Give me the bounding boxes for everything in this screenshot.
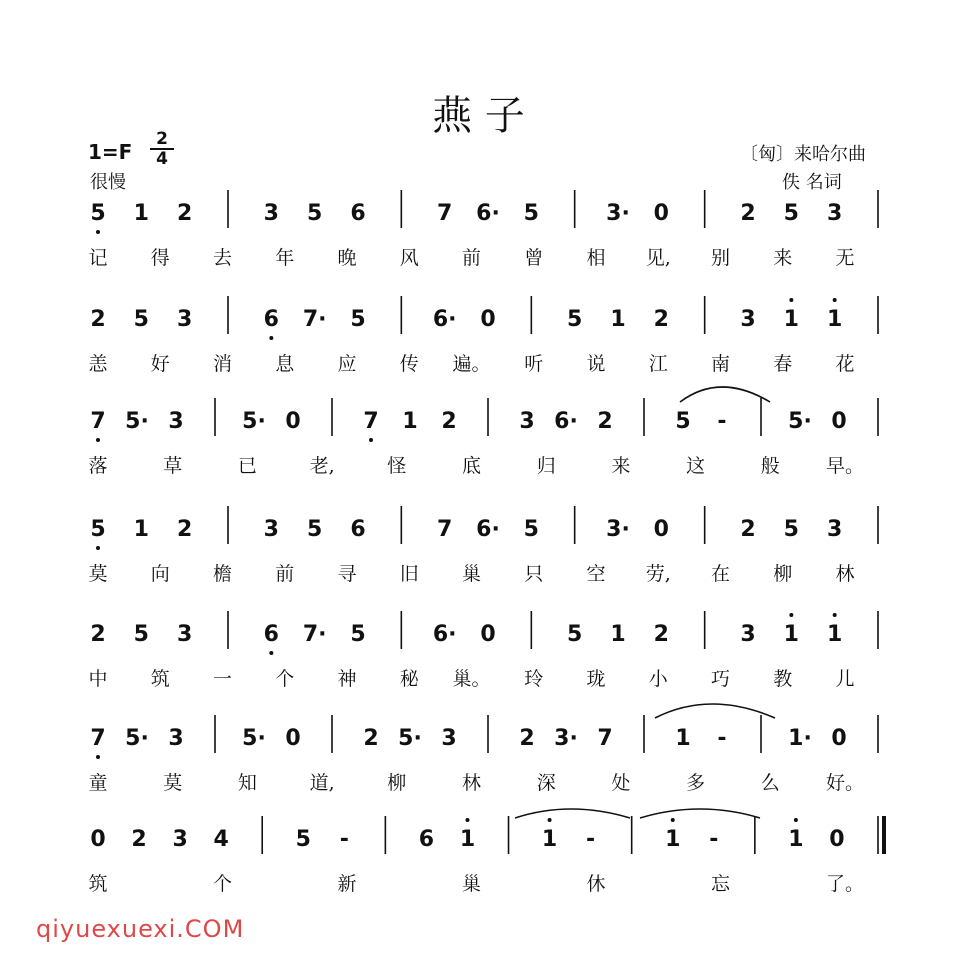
note: 7 (90, 726, 106, 751)
lyric-char: 知 (237, 772, 257, 794)
high-octave-dot (789, 298, 793, 302)
lyric-char: 南 (710, 353, 731, 375)
note: 2 (363, 726, 379, 751)
note: 7 (437, 201, 453, 226)
lyric-char: 消 (212, 353, 233, 375)
note: 1 (783, 622, 799, 647)
note: 2 (653, 307, 669, 332)
note: 3 (168, 409, 184, 434)
note: 2 (597, 409, 613, 434)
lyric-char: 道, (309, 772, 335, 794)
lyric-char: 儿 (835, 668, 855, 690)
note: 5 (523, 201, 539, 226)
note: 6 (263, 622, 279, 647)
lyric-char: 中 (88, 668, 108, 690)
note: 1· (788, 726, 812, 751)
lyric-char: 莫 (88, 563, 108, 585)
note: 5· (242, 409, 266, 434)
note: 1 (610, 622, 626, 647)
note: 0 (653, 517, 669, 542)
note: 1 (827, 622, 843, 647)
high-octave-dot (794, 818, 798, 822)
note: 2 (740, 517, 756, 542)
lyric-char: 林 (835, 563, 855, 585)
lyric-char: 林 (461, 772, 482, 794)
lyric-char: 遍。 (452, 353, 491, 375)
lyric-char: 归 (536, 455, 556, 477)
lyric-char: 落 (88, 455, 108, 477)
lyric-char: 记 (88, 247, 108, 269)
note: 3· (606, 201, 630, 226)
note: 7 (363, 409, 379, 434)
note: 1 (783, 307, 799, 332)
note: 2 (740, 201, 756, 226)
high-octave-dot (789, 613, 793, 617)
note: 1 (788, 827, 804, 852)
lyric-char: 个 (275, 668, 295, 690)
note: 5· (125, 409, 149, 434)
lyric-char: 向 (150, 563, 170, 585)
lyric-char: 休 (586, 873, 606, 895)
slur (640, 809, 760, 818)
note: 0 (480, 622, 496, 647)
note: 5 (350, 307, 366, 332)
note: 0 (285, 726, 301, 751)
note: 5 (307, 517, 323, 542)
note: 0 (90, 827, 106, 852)
note: 6· (476, 201, 500, 226)
high-octave-dot (833, 613, 837, 617)
lyric-char: 忘 (710, 873, 731, 895)
lyric-char: 春 (773, 353, 793, 375)
lyric-char: 深 (536, 772, 556, 794)
note: 2 (177, 517, 193, 542)
note: - (717, 726, 727, 751)
note: 3 (827, 201, 843, 226)
note: 5 (523, 517, 539, 542)
lyric-char: 筑 (150, 668, 170, 690)
lyric-char: 巧 (710, 668, 731, 690)
note: 3 (172, 827, 188, 852)
note: 5 (133, 622, 149, 647)
note: 2 (177, 201, 193, 226)
note: 7· (302, 307, 327, 332)
note: 6· (432, 307, 457, 332)
note: 3 (263, 517, 279, 542)
lyric-char: 珑 (586, 668, 606, 690)
lyric-char: 新 (337, 873, 357, 895)
note: 6 (418, 827, 435, 852)
time-signature-top: 2 (156, 129, 168, 149)
lyric-char: 巢 (461, 563, 482, 585)
lyric-char: 寻 (337, 563, 357, 585)
lyric-char: 空 (586, 563, 606, 585)
note: 5· (125, 726, 149, 751)
lyric-char: 这 (686, 455, 706, 477)
site-watermark: qiyuexuexi.COM (36, 915, 245, 943)
low-octave-dot (96, 438, 100, 442)
lyric-char: 年 (275, 247, 295, 269)
note: 3 (441, 726, 457, 751)
lyric-char: 玲 (524, 668, 544, 690)
lyric-char: 已 (237, 455, 257, 477)
low-octave-dot (96, 546, 100, 550)
note: 5 (567, 622, 583, 647)
low-octave-dot (96, 755, 100, 759)
slur (680, 387, 770, 402)
lyric-char: 一 (212, 668, 233, 690)
note: 0 (285, 409, 301, 434)
lyric-char: 见, (645, 247, 671, 269)
lyric-char: 草 (163, 455, 183, 477)
lyric-char: 去 (212, 247, 233, 269)
lyric-char: 筑 (88, 873, 108, 895)
note: 3 (519, 409, 535, 434)
lyric-char: 老, (309, 455, 335, 477)
lyric-char: 恙 (88, 353, 108, 375)
lyric-char: 传 (399, 353, 419, 375)
lyric-char: 曾 (524, 247, 544, 269)
lyric-char: 巢 (461, 873, 482, 895)
lyric-char: 底 (461, 455, 482, 477)
lyric-char: 别 (710, 247, 731, 269)
high-octave-dot (465, 818, 469, 822)
note: 5 (783, 201, 799, 226)
note: 1 (610, 307, 626, 332)
key-signature: 1=F (88, 140, 133, 164)
slur (655, 704, 775, 718)
note: - (709, 827, 719, 852)
note: 6 (263, 307, 279, 332)
note: 3· (606, 517, 630, 542)
note: 7 (597, 726, 613, 751)
lyric-char: 息 (275, 353, 295, 375)
note: 5 (90, 201, 106, 226)
lyric-char: 檐 (212, 563, 233, 585)
lyric-char: 听 (524, 353, 544, 375)
note: 1 (665, 827, 681, 852)
tempo-marking: 很慢 (90, 172, 126, 193)
note: 3 (740, 307, 756, 332)
note: 0 (831, 409, 847, 434)
note: - (586, 827, 596, 852)
lyric-char: 江 (648, 353, 668, 375)
low-octave-dot (269, 336, 273, 340)
note: 6· (476, 517, 500, 542)
low-octave-dot (96, 230, 100, 234)
lyric-char: 劳, (645, 563, 671, 585)
lyric-char: 童 (88, 772, 108, 794)
note: 3 (740, 622, 756, 647)
note: 1 (402, 409, 418, 434)
note: 2 (131, 827, 147, 852)
note: 5· (242, 726, 266, 751)
note: 0 (831, 726, 847, 751)
note: 1 (133, 201, 149, 226)
note: 6· (432, 622, 457, 647)
lyric-char: 多 (686, 772, 706, 794)
high-octave-dot (671, 818, 675, 822)
lyric-char: 了。 (825, 873, 865, 895)
lyric-char: 得 (150, 247, 170, 269)
lyric-char: 般 (760, 455, 780, 477)
lyric-char: 早。 (825, 455, 865, 477)
lyric-char: 个 (212, 873, 233, 895)
note: 2 (441, 409, 457, 434)
lyric-char: 相 (586, 247, 606, 269)
note: 3 (177, 622, 193, 647)
lyric-char: 好。 (825, 772, 865, 794)
lyric-char: 小 (648, 668, 668, 690)
note: 5 (90, 517, 106, 542)
lyric-char: 巢。 (452, 668, 491, 690)
lyric-char: 柳 (773, 563, 793, 585)
note: 1 (827, 307, 843, 332)
note: 3 (168, 726, 184, 751)
note: 5 (675, 409, 691, 434)
high-octave-dot (833, 298, 837, 302)
note: 1 (133, 517, 149, 542)
lyric-char: 怪 (387, 455, 407, 477)
note: 0 (653, 201, 669, 226)
note: 5 (295, 827, 311, 852)
lyric-char: 前 (275, 563, 295, 585)
song-title: 燕 子 (432, 93, 525, 139)
note: 6· (554, 409, 578, 434)
lyric-char: 神 (337, 668, 357, 690)
note: 7 (90, 409, 106, 434)
lyric-char: 只 (524, 563, 544, 585)
note: 0 (829, 827, 845, 852)
lyric-char: 花 (835, 353, 855, 375)
time-signature-bottom: 4 (150, 148, 174, 168)
note: 4 (213, 827, 229, 852)
note: 1 (541, 827, 558, 852)
lyric-char: 处 (611, 772, 631, 794)
note: 6 (350, 517, 366, 542)
note: 1 (459, 827, 476, 852)
note: 3 (263, 201, 279, 226)
note: 7 (437, 517, 453, 542)
note: 2 (90, 622, 106, 647)
note: 3 (827, 517, 843, 542)
lyric-char: 来 (611, 455, 631, 477)
note: 5· (788, 409, 812, 434)
lyric-char: 在 (710, 563, 731, 585)
lyric-char: 说 (586, 353, 606, 375)
note: 5 (350, 622, 366, 647)
low-octave-dot (369, 438, 373, 442)
lyric-char: 莫 (163, 772, 183, 794)
lyric-char: 来 (773, 247, 793, 269)
note: 7· (302, 622, 327, 647)
lyric-char: 晚 (337, 247, 357, 269)
note: 2 (90, 307, 106, 332)
note: 5 (783, 517, 799, 542)
low-octave-dot (269, 651, 273, 655)
lyric-char: 无 (835, 247, 855, 269)
note: 5 (133, 307, 149, 332)
note: 5 (307, 201, 323, 226)
note: - (717, 409, 727, 434)
lyric-char: 教 (773, 668, 793, 690)
note: 3· (554, 726, 578, 751)
note: 1 (675, 726, 691, 751)
high-octave-dot (548, 818, 552, 822)
note: 0 (480, 307, 496, 332)
composer-credit: 〔匈〕来哈尔曲 (740, 144, 866, 165)
slur (515, 809, 630, 818)
lyric-char: 么 (760, 772, 780, 794)
lyricist-credit: 佚 名词 (782, 172, 842, 193)
note: - (339, 827, 349, 852)
lyric-char: 柳 (387, 772, 407, 794)
note: 2 (653, 622, 669, 647)
note: 2 (519, 726, 535, 751)
lyric-char: 旧 (399, 563, 419, 585)
lyric-char: 应 (337, 353, 357, 375)
note: 3 (177, 307, 193, 332)
lyric-char: 秘 (399, 668, 419, 690)
note: 5· (398, 726, 422, 751)
lyric-char: 风 (399, 247, 419, 269)
lyric-char: 好 (150, 353, 170, 375)
lyric-char: 前 (461, 247, 482, 269)
note: 5 (567, 307, 583, 332)
note: 6 (350, 201, 366, 226)
